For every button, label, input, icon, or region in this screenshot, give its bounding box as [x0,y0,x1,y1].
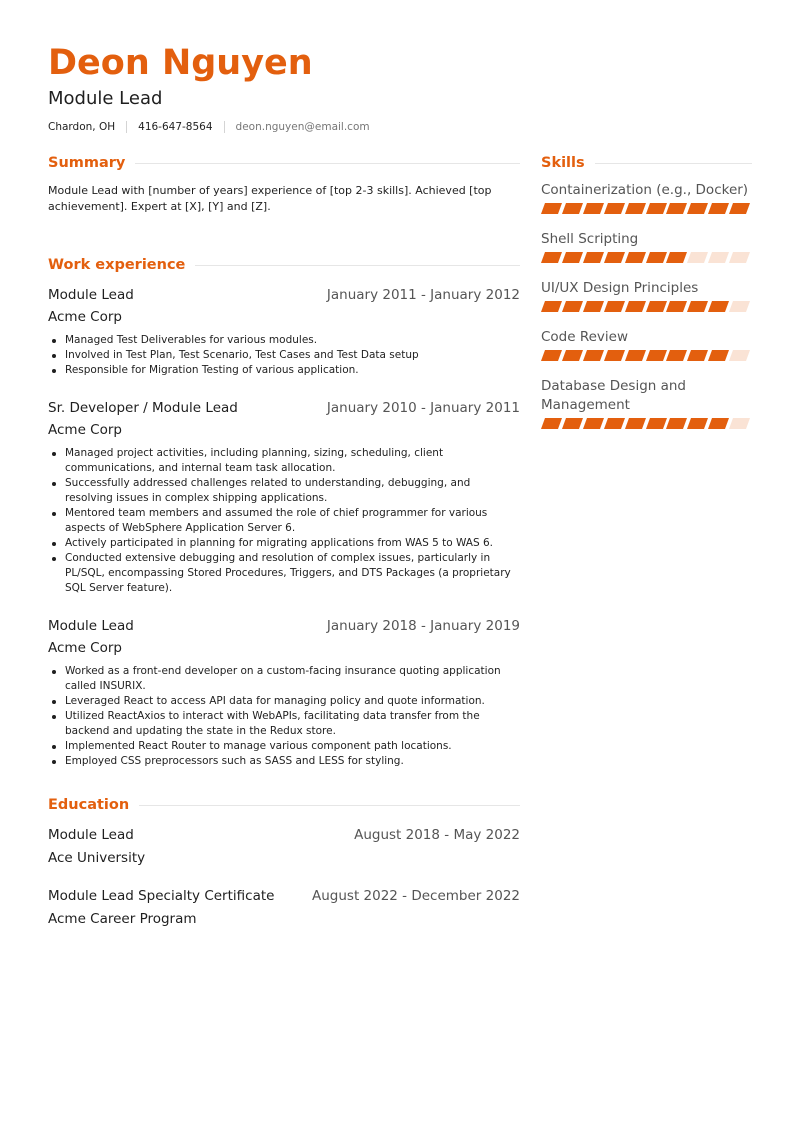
skill-level-bar [541,350,752,361]
skill-segment-filled [604,301,625,312]
skill-name: UI/UX Design Principles [541,280,699,296]
skill-segment-filled [625,301,646,312]
section-divider [595,163,752,164]
job-bullet: Implemented React Router to manage various component path locations. [65,739,520,754]
skill-segment-filled [687,203,708,214]
skill-segment-filled [708,350,729,361]
job-entry [48,616,520,769]
skill-segment-filled [562,252,583,263]
skill-level-bar [541,301,752,312]
skill-segment-filled [604,252,625,263]
skill-segment-filled [666,301,687,312]
skill-segment-filled [541,301,562,312]
section-divider [135,163,520,164]
summary-heading: Summary [48,155,126,171]
job-bullet: Managed project activities, including planning, sizing, scheduling, client communications, and internal team task allocation. [65,446,520,476]
education-entry [48,825,520,868]
skill-segment-empty [687,252,708,263]
skill-segment-filled [562,418,583,429]
job-company: Acme Corp [48,422,122,438]
job-title: Sr. Developer / Module Lead [48,400,238,416]
job-entry [48,285,520,378]
resume-header [48,40,752,135]
job-bullet: Actively participated in planning for migrating applications from WAS 5 to WAS 6. [65,536,520,551]
main-column [48,153,520,947]
skill-segment-empty [729,301,750,312]
skill-item [541,230,752,263]
skill-item [541,181,752,214]
skill-name: Shell Scripting [541,231,639,247]
education-section [48,795,520,929]
job-bullets [48,664,520,769]
skill-segment-filled [646,252,667,263]
skill-segment-empty [729,252,750,263]
education-school: Acme Career Program [48,911,197,927]
skill-segment-filled [541,203,562,214]
summary-section [48,153,520,215]
section-header [48,153,520,173]
job-bullet: Responsible for Migration Testing of various application. [65,363,520,378]
skill-segment-filled [625,350,646,361]
skill-segment-filled [646,418,667,429]
job-header [48,285,520,305]
contact-divider [224,121,225,133]
job-bullets [48,446,520,596]
skill-segment-filled [541,418,562,429]
skill-item [541,279,752,312]
contact-info [48,119,752,135]
job-list [48,285,520,769]
education-school: Ace University [48,850,146,866]
skill-segment-filled [541,252,562,263]
skill-segment-filled [646,350,667,361]
skill-item [541,377,752,429]
summary-text: Module Lead with [number of years] experience of [top 2-3 skills]. Achieved [top achievement]. Expert at [X], [Y] and [Z]. [48,184,492,213]
job-title: Module Lead [48,618,134,634]
section-divider [195,265,520,266]
skill-segment-filled [583,301,604,312]
contact-divider [126,121,127,133]
skill-segment-filled [562,203,583,214]
section-header [48,795,520,815]
job-entry [48,398,520,596]
skill-level-bar [541,203,752,214]
skill-segment-filled [583,252,604,263]
skill-segment-filled [604,418,625,429]
job-company: Acme Corp [48,640,122,656]
job-bullet: Conducted extensive debugging and resolution of complex issues, particularly in PL/SQL, encompassing Stored Procedures, Triggers, and DTS Packages (a proprietary SQL Server feature). [65,551,520,596]
side-column [541,153,752,445]
education-header [48,886,520,906]
skill-segment-filled [687,301,708,312]
education-degree: Module Lead Specialty Certificate [48,888,275,904]
job-header [48,616,520,636]
skill-segment-filled [625,252,646,263]
skill-segment-filled [687,350,708,361]
skill-segment-filled [583,203,604,214]
skill-segment-empty [729,350,750,361]
skill-segment-filled [625,203,646,214]
skill-segment-filled [583,350,604,361]
job-bullet: Utilized ReactAxios to interact with WebAPIs, facilitating data transfer from the backend and updating the state in the Redux store. [65,709,520,739]
contact-email: deon.nguyen@email.com [235,121,370,133]
skill-name: Database Design and Management [541,378,687,413]
work-experience-heading: Work experience [48,257,186,273]
education-dates: August 2018 - May 2022 [354,827,520,843]
skill-level-bar [541,418,752,429]
skill-segment-filled [666,252,687,263]
skills-heading: Skills [541,155,585,171]
contact-phone: 416-647-8564 [138,121,213,133]
skill-item [541,328,752,361]
job-title: Module Lead [48,287,134,303]
job-bullet: Successfully addressed challenges related to understanding, debugging, and resolving issues in complex shipping applications. [65,476,520,506]
work-experience-section [48,255,520,769]
education-list [48,825,520,929]
skill-segment-filled [646,301,667,312]
section-header [48,255,520,275]
skill-segment-filled [687,418,708,429]
skill-list [541,181,752,429]
skill-segment-filled [708,418,729,429]
skill-segment-empty [729,418,750,429]
job-bullet: Employed CSS preprocessors such as SASS and LESS for styling. [65,754,520,769]
job-bullet: Managed Test Deliverables for various modules. [65,333,520,348]
candidate-headline: Module Lead [48,88,163,109]
skill-segment-filled [625,418,646,429]
education-entry [48,886,520,929]
education-header [48,825,520,845]
education-degree: Module Lead [48,827,134,843]
section-header [541,153,752,173]
candidate-name: Deon Nguyen [48,43,313,83]
education-dates: August 2022 - December 2022 [312,888,520,904]
job-bullet: Involved in Test Plan, Test Scenario, Test Cases and Test Data setup [65,348,520,363]
job-company: Acme Corp [48,309,122,325]
job-bullets [48,333,520,378]
skill-name: Containerization (e.g., Docker) [541,182,749,198]
education-heading: Education [48,797,130,813]
skill-segment-filled [666,350,687,361]
job-bullet: Leveraged React to access API data for managing policy and quote information. [65,694,520,709]
skill-name: Code Review [541,329,629,345]
skill-segment-filled [562,301,583,312]
job-dates: January 2018 - January 2019 [326,618,520,634]
skill-segment-filled [562,350,583,361]
job-bullet: Worked as a front-end developer on a custom-facing insurance quoting application called INSURIX. [65,664,520,694]
skill-segment-empty [708,252,729,263]
skill-segment-filled [541,350,562,361]
skill-segment-filled [708,301,729,312]
job-dates: January 2010 - January 2011 [326,400,520,416]
skill-segment-filled [666,203,687,214]
skill-segment-filled [646,203,667,214]
job-dates: January 2011 - January 2012 [326,287,520,303]
contact-location: Chardon, OH [48,121,116,133]
skill-level-bar [541,252,752,263]
skill-segment-filled [666,418,687,429]
skill-segment-filled [708,203,729,214]
skill-segment-filled [604,350,625,361]
job-bullet: Mentored team members and assumed the role of chief programmer for various aspects of WebSphere Application Server 6. [65,506,520,536]
section-divider [139,805,520,806]
skill-segment-filled [729,203,750,214]
skill-segment-filled [583,418,604,429]
job-header [48,398,520,418]
skill-segment-filled [604,203,625,214]
